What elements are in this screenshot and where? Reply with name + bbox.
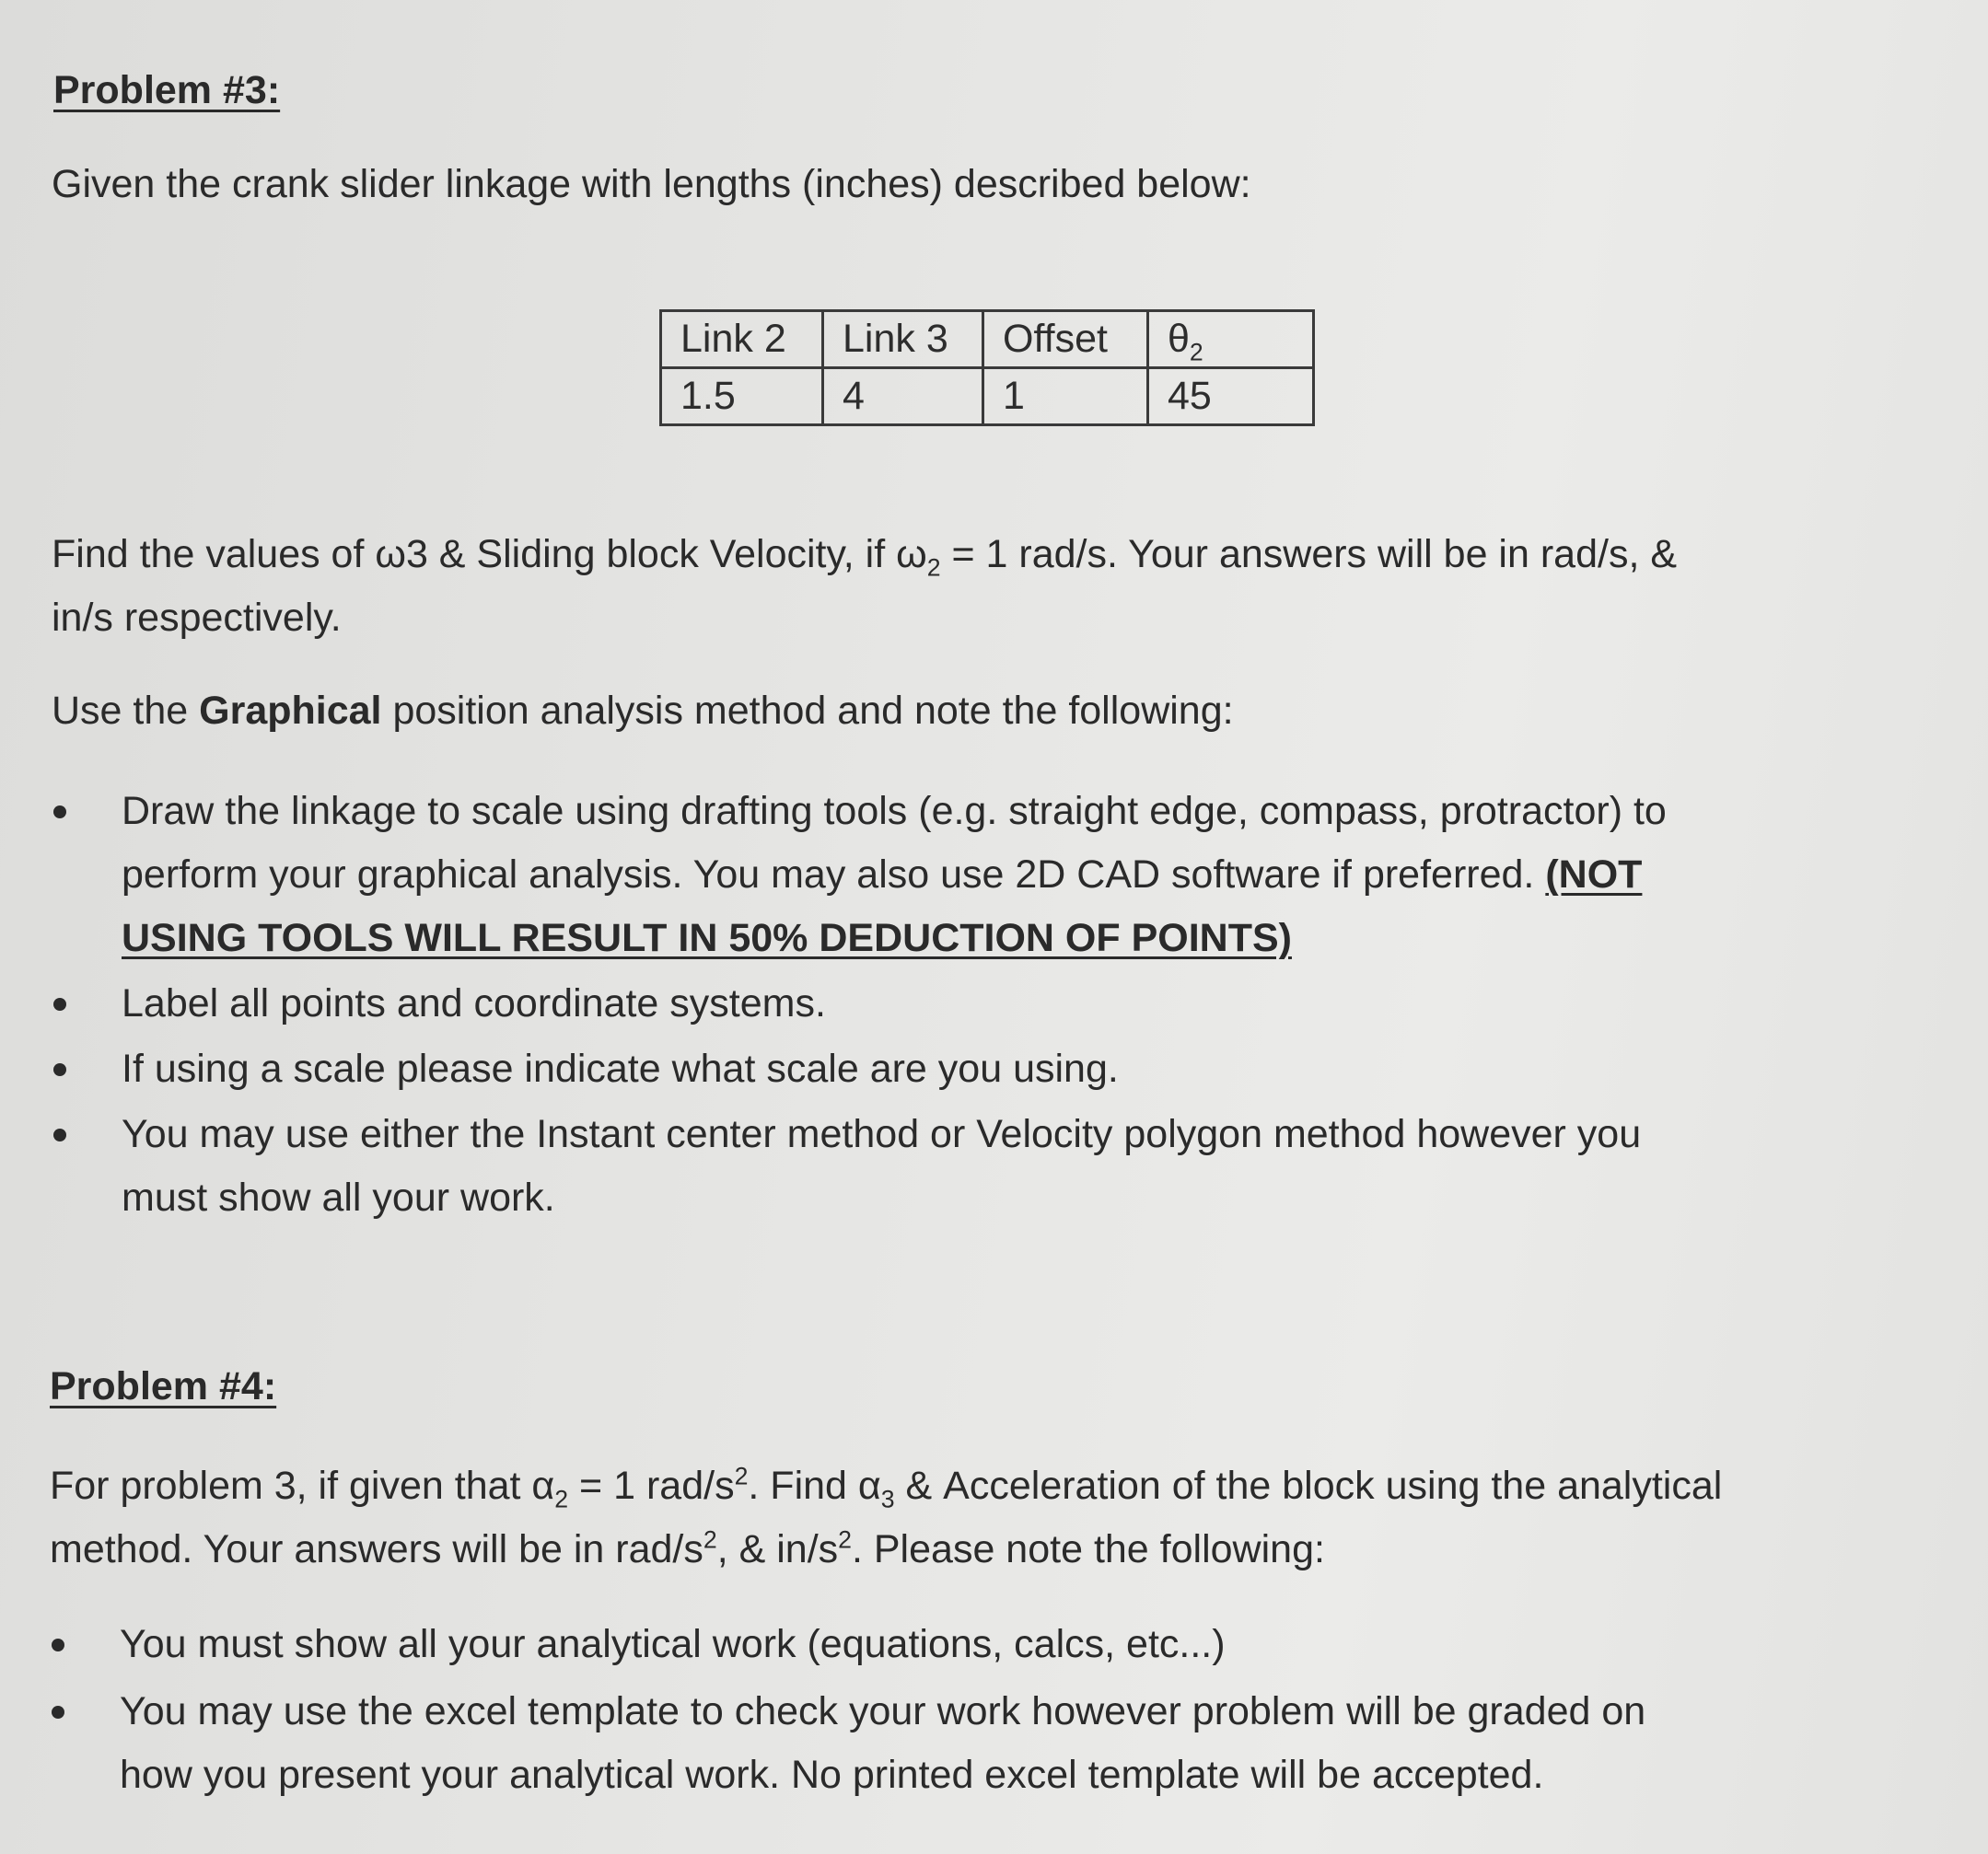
table-row xyxy=(661,368,1314,425)
p4-text-d: & Acceleration of the block using the analytical xyxy=(894,1464,1723,1508)
value-offset: 1 xyxy=(983,368,1148,425)
bullet-icon xyxy=(52,1706,64,1719)
p4-bullet-1-text: You must show all your analytical work (equations, calcs, etc...) xyxy=(120,1622,1226,1666)
problem-3-bullet-list xyxy=(52,780,1893,1230)
value-theta-2: 45 xyxy=(1148,368,1314,425)
alpha-3-subscript: 3 xyxy=(880,1485,895,1513)
bullet-icon xyxy=(52,1639,64,1651)
list-item xyxy=(50,1680,1891,1807)
find-text-line2: in/s respectively. xyxy=(52,596,342,640)
bullet-icon xyxy=(53,1063,66,1076)
p4-line2-c: . Please note the following: xyxy=(851,1527,1325,1571)
theta-subscript: 2 xyxy=(1189,338,1203,366)
p4-text-b: = 1 rad/s xyxy=(568,1464,735,1508)
table-header-row xyxy=(661,311,1314,368)
method-paragraph xyxy=(52,679,1930,743)
header-link-2: Link 2 xyxy=(661,311,823,368)
p4-bullet-2-line-1: You may use the excel template to check your work however problem will be graded on xyxy=(120,1689,1646,1733)
value-link-2: 1.5 xyxy=(661,368,823,425)
find-values-paragraph xyxy=(52,523,1930,650)
bullet-4-line-2: must show all your work. xyxy=(122,1176,555,1220)
method-prefix: Use the xyxy=(52,689,200,733)
problem-4-heading: Problem #4: xyxy=(50,1364,277,1408)
linkage-dimensions-table xyxy=(659,309,1315,426)
p4-line2-a: method. Your answers will be in rad/s xyxy=(50,1527,703,1571)
list-item xyxy=(52,972,1893,1036)
bullet-4-line-1: You may use either the Instant center method or Velocity polygon method however you xyxy=(122,1112,1642,1156)
p4-line2-b: , & in/s xyxy=(716,1527,839,1571)
list-item xyxy=(52,1103,1893,1230)
bullet-icon xyxy=(53,998,66,1011)
omega-subscript: 2 xyxy=(926,553,941,582)
p4-bullet-2-line-2: how you present your analytical work. No printed excel template will be accepted. xyxy=(120,1753,1544,1797)
alpha-2-subscript: 2 xyxy=(554,1485,569,1513)
method-suffix: position analysis method and note the following: xyxy=(381,689,1234,733)
bullet-1-line-2: perform your graphical analysis. You may also use 2D CAD software if preferred. xyxy=(122,852,1546,897)
header-link-3: Link 3 xyxy=(823,311,983,368)
theta-symbol: θ xyxy=(1168,317,1190,361)
problem-4-paragraph xyxy=(50,1454,1928,1582)
bullet-2-text: Label all points and coordinate systems. xyxy=(122,981,826,1025)
value-link-3: 4 xyxy=(823,368,983,425)
bullet-3-text: If using a scale please indicate what scale are you using. xyxy=(122,1047,1119,1091)
bullet-icon xyxy=(53,805,66,818)
bullet-1-emphasis-start: (NOT xyxy=(1545,852,1643,897)
problem-3-heading: Problem #3: xyxy=(53,68,281,112)
p4-superscript-1: 2 xyxy=(734,1462,749,1490)
p4-superscript-2: 2 xyxy=(703,1525,717,1554)
bullet-icon xyxy=(53,1129,66,1141)
problem-4-bullet-list xyxy=(50,1613,1891,1807)
header-theta-2 xyxy=(1148,311,1314,368)
header-offset: Offset xyxy=(983,311,1148,368)
bullet-1-line-1: Draw the linkage to scale using drafting tools (e.g. straight edge, compass, protractor) to xyxy=(122,789,1667,833)
list-item xyxy=(52,1037,1893,1101)
p4-text-c: . Find α xyxy=(748,1464,881,1508)
p4-superscript-3: 2 xyxy=(838,1525,852,1554)
list-item xyxy=(52,780,1893,970)
method-bold: Graphical xyxy=(199,689,382,733)
bullet-1-emphasis-end: USING TOOLS WILL RESULT IN 50% DEDUCTION OF POINTS) xyxy=(122,916,1292,960)
p4-text-a: For problem 3, if given that α xyxy=(50,1464,555,1508)
find-text-a: Find the values of ω3 & Sliding block Velocity, if ω xyxy=(52,532,927,576)
list-item xyxy=(50,1613,1891,1676)
problem-3-intro: Given the crank slider linkage with lengths (inches) described below: xyxy=(52,162,1251,206)
find-text-b: = 1 rad/s. Your answers will be in rad/s, & xyxy=(940,532,1678,576)
